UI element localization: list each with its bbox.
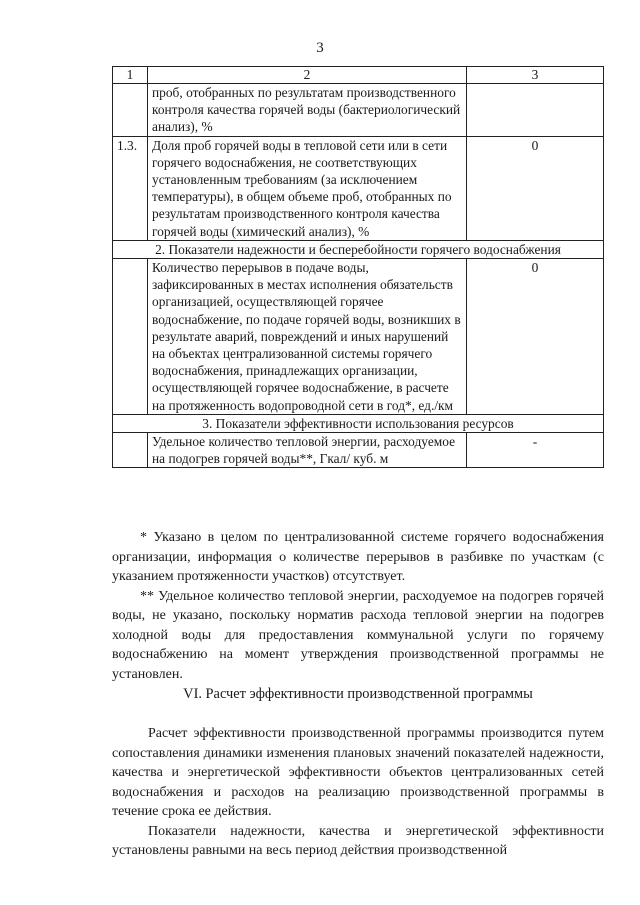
row-text: Количество перерывов в подаче воды, зафиксированных в местах исполнения обязательств организацией, осуществляющей горячее водоснабжение, по подаче горячей воды, возникших в результате аварий, повреждений и иных нарушений на объектах централизованной системы горячего водоснабжения, принадлежащих организации, осуществляющей горячее водоснабжение, в расчете на протяженность водопроводной сети в год*, ед./км	[148, 259, 467, 415]
row-value: 0	[467, 259, 604, 415]
table-row	[113, 433, 604, 468]
table-row	[113, 259, 604, 415]
table-header-row	[113, 67, 604, 84]
section-title: 3. Показатели эффективности использования ресурсов	[113, 414, 604, 432]
table-header-cell: 2	[148, 67, 467, 84]
table-row	[113, 84, 604, 137]
body-text	[112, 724, 604, 861]
row-number	[113, 84, 148, 137]
footnotes	[112, 528, 604, 684]
row-number	[113, 433, 148, 468]
page-number: 3	[316, 40, 324, 56]
footnote: ** Удельное количество тепловой энергии, расходуемое на подогрев горячей воды, не указано, поскольку норматив расхода тепловой энергии на подогрев холодной воды для предоставления коммунальной услуги по горячему водоснабжению на момент утверждения производственной программы не установлен.	[112, 588, 604, 682]
section-title-row	[113, 414, 604, 432]
section-title-row	[113, 240, 604, 258]
row-value: 0	[467, 136, 604, 240]
row-text: Доля проб горячей воды в тепловой сети или в сети горячего водоснабжения, не соответствующих установленным требованиям (за исключением температуры), в общем объеме проб, отобранных по результатам производственного контроля качества горячей воды (химический анализ), %	[148, 136, 467, 240]
paragraph: Расчет эффективности производственной программы производится путем сопоставления динамики изменения плановых значений показателей надежности, качества и энергетической эффективности объектов централизованных сетей водоснабжения и расходов на реализацию производственной программы в течение срока ее действия.	[112, 726, 604, 819]
row-value	[467, 84, 604, 137]
table-header-cell: 1	[113, 67, 148, 84]
table-row	[113, 136, 604, 240]
row-text: проб, отобранных по результатам производственного контроля качества горячей воды (бактериологический анализ), %	[148, 84, 467, 137]
section-title: 2. Показатели надежности и бесперебойности горячего водоснабжения	[113, 240, 604, 258]
row-number: 1.3.	[113, 136, 148, 240]
table-header-cell: 3	[467, 67, 604, 84]
footnote: * Указано в целом по централизованной системе горячего водоснабжения организации, информация о количестве перерывов в разбивке по участкам (с указанием протяженности участков) отсутствует.	[112, 530, 604, 584]
row-value: -	[467, 433, 604, 468]
row-number	[113, 259, 148, 415]
row-text: Удельное количество тепловой энергии, расходуемое на подогрев горячей воды**, Гкал/ куб. м	[148, 433, 467, 468]
paragraph: Показатели надежности, качества и энергетической эффективности установлены равными на весь период действия производственной	[112, 823, 604, 858]
section-heading: VI. Расчет эффективности производственной программы	[183, 686, 533, 702]
indicators-table	[112, 66, 604, 468]
